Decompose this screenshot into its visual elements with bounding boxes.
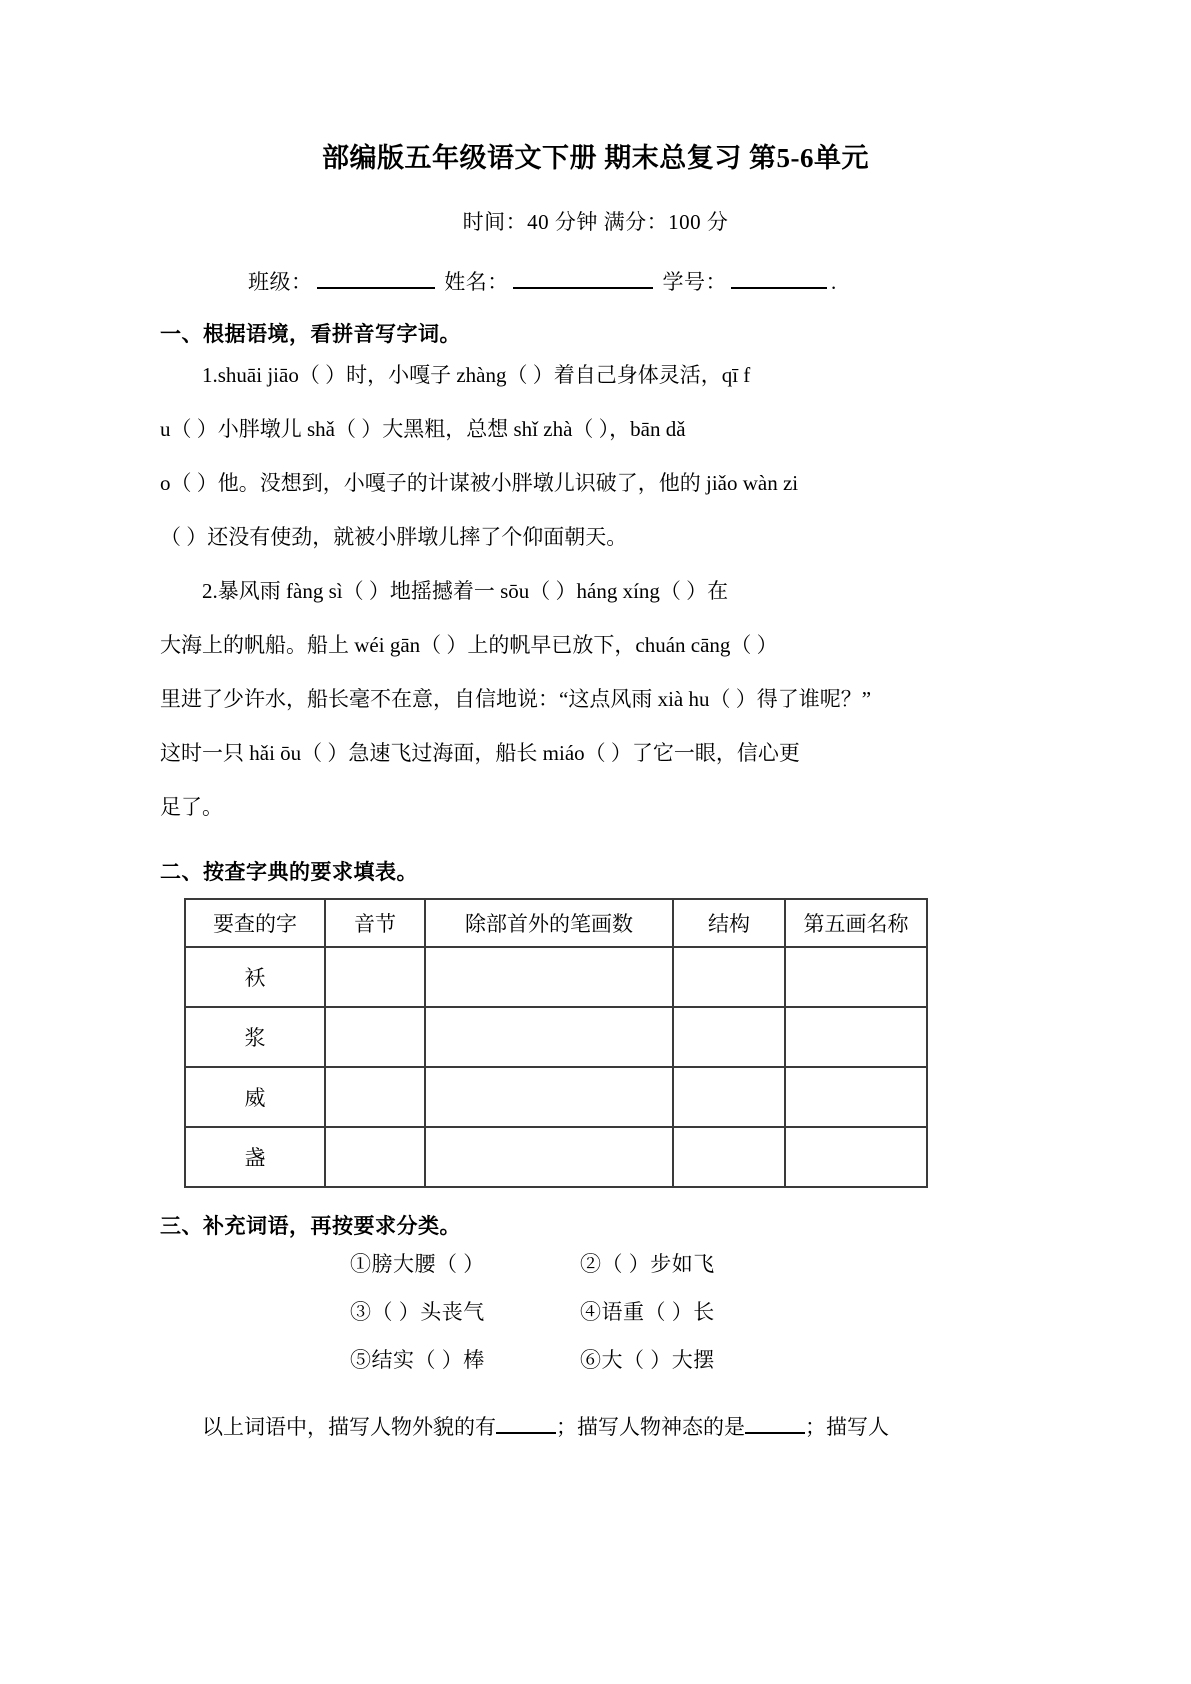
table-cell-answer[interactable] [785,1007,927,1067]
classify-blank-appearance[interactable] [496,1417,556,1434]
class-label: 班级： [248,269,313,294]
classify-text-2: ；描写人物神态的是 [556,1414,745,1439]
section-1-q1-line-3: o（ ）他。没想到，小嘎子的计谋被小胖墩儿识破了，他的 jiǎo wàn zi [160,470,799,495]
table-cell-answer[interactable] [325,1127,425,1187]
student-info-line [160,236,1031,296]
section-1-q2-line-2: 大海上的帆船。船上 wéi gān（ ）上的帆早已放下，chuán cāng（ ） [160,632,778,657]
table-cell-character: 袄 [185,947,325,1007]
table-cell-answer[interactable] [425,1067,673,1127]
trailing-period: . [831,269,837,294]
table-header-row [185,899,927,947]
word-item[interactable]: ②（ ）步如飞 [580,1251,715,1276]
table-header-cell: 结构 [673,899,785,947]
section-1-q2-line-3: 里进了少许水，船长毫不在意，自信地说：“这点风雨 xià hu（ ）得了谁呢？” [160,686,872,711]
table-cell-answer[interactable] [425,1127,673,1187]
section-1-q1-line-2: u（ ）小胖墩儿 shǎ（ ）大黑粗，总想 shǐ zhà（ ），bān dǎ [160,416,686,441]
page-title: 部编版五年级语文下册 期末总复习 第5-6单元 [322,143,869,173]
section-3-heading: 三、补充词语，再按要求分类。 [160,1213,461,1238]
class-input-blank[interactable] [317,270,435,289]
table-cell-answer[interactable] [673,947,785,1007]
word-row [160,1288,1031,1336]
table-cell-answer[interactable] [785,947,927,1007]
section-1-q1-line-4: （ ）还没有使劲，就被小胖墩儿摔了个仰面朝天。 [160,524,628,549]
word-item[interactable]: ④语重（ ）长 [580,1299,715,1324]
table-cell-answer[interactable] [325,1067,425,1127]
table-cell-answer[interactable] [325,1007,425,1067]
word-item[interactable]: ①膀大腰（ ） [350,1251,485,1276]
table-row [185,1007,927,1067]
classify-text-3: ；描写人 [805,1414,889,1439]
table-cell-character: 浆 [185,1007,325,1067]
name-input-blank[interactable] [513,270,653,289]
exam-meta-line: 时间：40 分钟 满分：100 分 [462,209,729,234]
section-3-classify-line [160,1384,1031,1452]
table-row [185,1067,927,1127]
table-cell-answer[interactable] [425,1007,673,1067]
word-item[interactable]: ⑤结实（ ）棒 [350,1347,485,1372]
table-cell-character: 盏 [185,1127,325,1187]
word-item[interactable]: ③（ ）头丧气 [350,1299,485,1324]
dictionary-lookup-table [184,898,928,1188]
table-cell-character: 威 [185,1067,325,1127]
table-header-cell: 音节 [325,899,425,947]
word-row [160,1336,1031,1384]
section-1-q1-line-1: 1.shuāi jiāo（ ）时，小嘎子 zhàng（ ）着自己身体灵活，qī f [202,362,751,387]
table-header-cell: 要查的字 [185,899,325,947]
table-cell-answer[interactable] [673,1067,785,1127]
section-1-q2-line-4: 这时一只 hǎi ōu（ ）急速飞过海面，船长 miáo（ ）了它一眼，信心更 [160,740,800,765]
table-cell-answer[interactable] [325,947,425,1007]
table-cell-answer[interactable] [673,1127,785,1187]
table-cell-answer[interactable] [785,1067,927,1127]
name-label: 姓名： [444,269,509,294]
table-cell-answer[interactable] [785,1127,927,1187]
table-row [185,1127,927,1187]
table-header-cell: 第五画名称 [785,899,927,947]
word-item[interactable]: ⑥大（ ）大摆 [580,1347,715,1372]
classify-blank-expression[interactable] [745,1417,805,1434]
table-cell-answer[interactable] [425,947,673,1007]
student-id-input-blank[interactable] [731,270,827,289]
section-1-heading: 一、根据语境，看拼音写字词。 [160,321,461,346]
section-1-q2-line-1: 2.暴风雨 fàng sì（ ）地摇撼着一 sōu（ ）háng xíng（ ）在 [202,578,729,603]
classify-text-1: 以上词语中，描写人物外貌的有 [202,1414,496,1439]
section-1-q2-line-5: 足了。 [160,794,223,819]
table-cell-answer[interactable] [673,1007,785,1067]
table-row [185,947,927,1007]
section-2-heading: 二、按查字典的要求填表。 [160,859,418,884]
word-row [160,1240,1031,1288]
table-header-cell: 除部首外的笔画数 [425,899,673,947]
student-id-label: 学号： [662,269,727,294]
